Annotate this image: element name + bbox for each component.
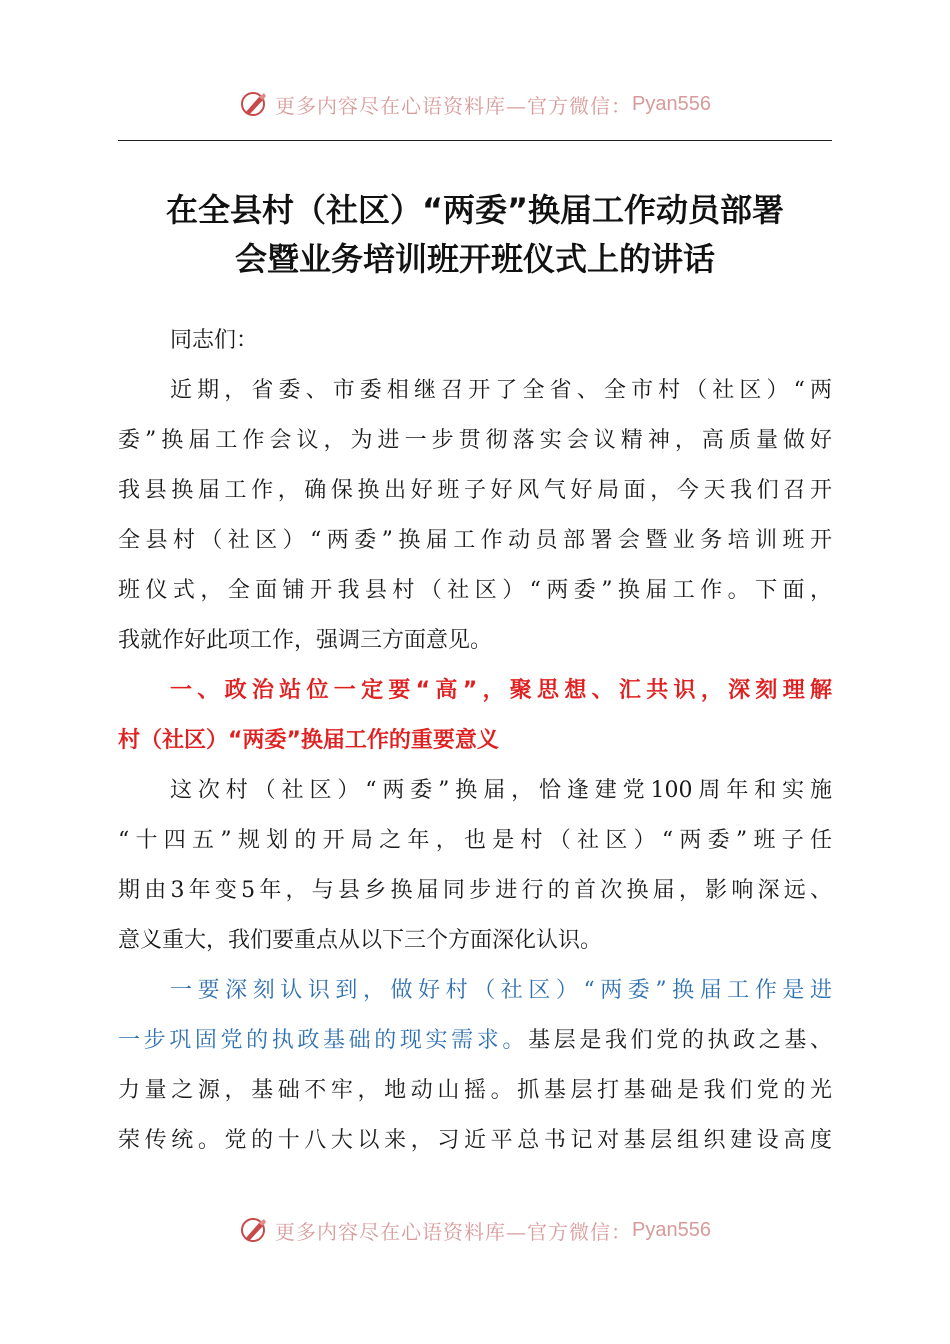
title-line-2: 会暨业务培训班开班仪式上的讲话 bbox=[234, 240, 715, 278]
point-1-tail-line-2: 基层是我们党的执政之基、 bbox=[528, 1028, 832, 1053]
title-line-1: 在全县村（社区）“两委”换届工作动员部署 bbox=[165, 191, 785, 229]
salutation: 同志们： bbox=[170, 328, 259, 353]
intro-line-3: 我县换届工作，确保换出好班子好风气好局面，今天我们召开 bbox=[118, 478, 832, 503]
section-1-heading-line-1: 一、政治站位一定要“高”，聚思想、汇共识，深刻理解 bbox=[170, 678, 832, 703]
pen-logo-icon bbox=[239, 1215, 269, 1245]
document-title bbox=[100, 186, 850, 284]
watermark-banner-bottom bbox=[0, 1210, 950, 1250]
watermark-handle: Pyan556 bbox=[632, 92, 711, 115]
point-1-line-4: 荣传统。党的十八大以来，习近平总书记对基层组织建设高度 bbox=[118, 1128, 832, 1153]
intro-line-6: 我就作好此项工作，强调三方面意见。 bbox=[118, 628, 493, 653]
point-1-highlight-line-1: 一要深刻认识到，做好村（社区）“两委”换届工作是进 bbox=[170, 978, 832, 1003]
point-1-highlight-line-2: 一步巩固党的执政基础的现实需求。 bbox=[118, 1028, 529, 1053]
section-1-para-line-4: 意义重大，我们要重点从以下三个方面深化认识。 bbox=[118, 928, 603, 953]
watermark-handle: Pyan556 bbox=[632, 1218, 711, 1241]
section-1-para-line-2: “十四五”规划的开局之年，也是村（社区）“两委”班子任 bbox=[118, 828, 832, 853]
intro-line-4: 全县村（社区）“两委”换届工作动员部署会暨业务培训班开 bbox=[118, 528, 832, 553]
intro-line-5: 班仪式，全面铺开我县村（社区）“两委”换届工作。下面， bbox=[118, 578, 832, 603]
section-1-para-line-3: 期由3年变5年，与县乡换届同步进行的首次换届，影响深远、 bbox=[118, 878, 832, 903]
header-rule bbox=[118, 140, 832, 141]
document-body bbox=[118, 316, 832, 1166]
point-1-line-3: 力量之源，基础不牢，地动山摇。抓基层打基础是我们党的光 bbox=[118, 1078, 832, 1103]
pen-logo-icon bbox=[239, 89, 269, 119]
watermark-banner-top bbox=[0, 84, 950, 124]
watermark-text: 更多内容尽在心语资料库—官方微信： bbox=[275, 93, 633, 118]
section-1-heading-line-2: 村（社区）“两委”换届工作的重要意义 bbox=[118, 728, 499, 753]
intro-line-1: 近期，省委、市委相继召开了全省、全市村（社区）“两 bbox=[170, 378, 832, 403]
watermark-text: 更多内容尽在心语资料库—官方微信： bbox=[275, 1219, 633, 1244]
section-1-para-line-1: 这次村（社区）“两委”换届，恰逢建党100周年和实施 bbox=[170, 778, 832, 803]
intro-line-2: 委”换届工作会议，为进一步贯彻落实会议精神，高质量做好 bbox=[118, 428, 832, 453]
point-1-line-2 bbox=[118, 1016, 832, 1066]
